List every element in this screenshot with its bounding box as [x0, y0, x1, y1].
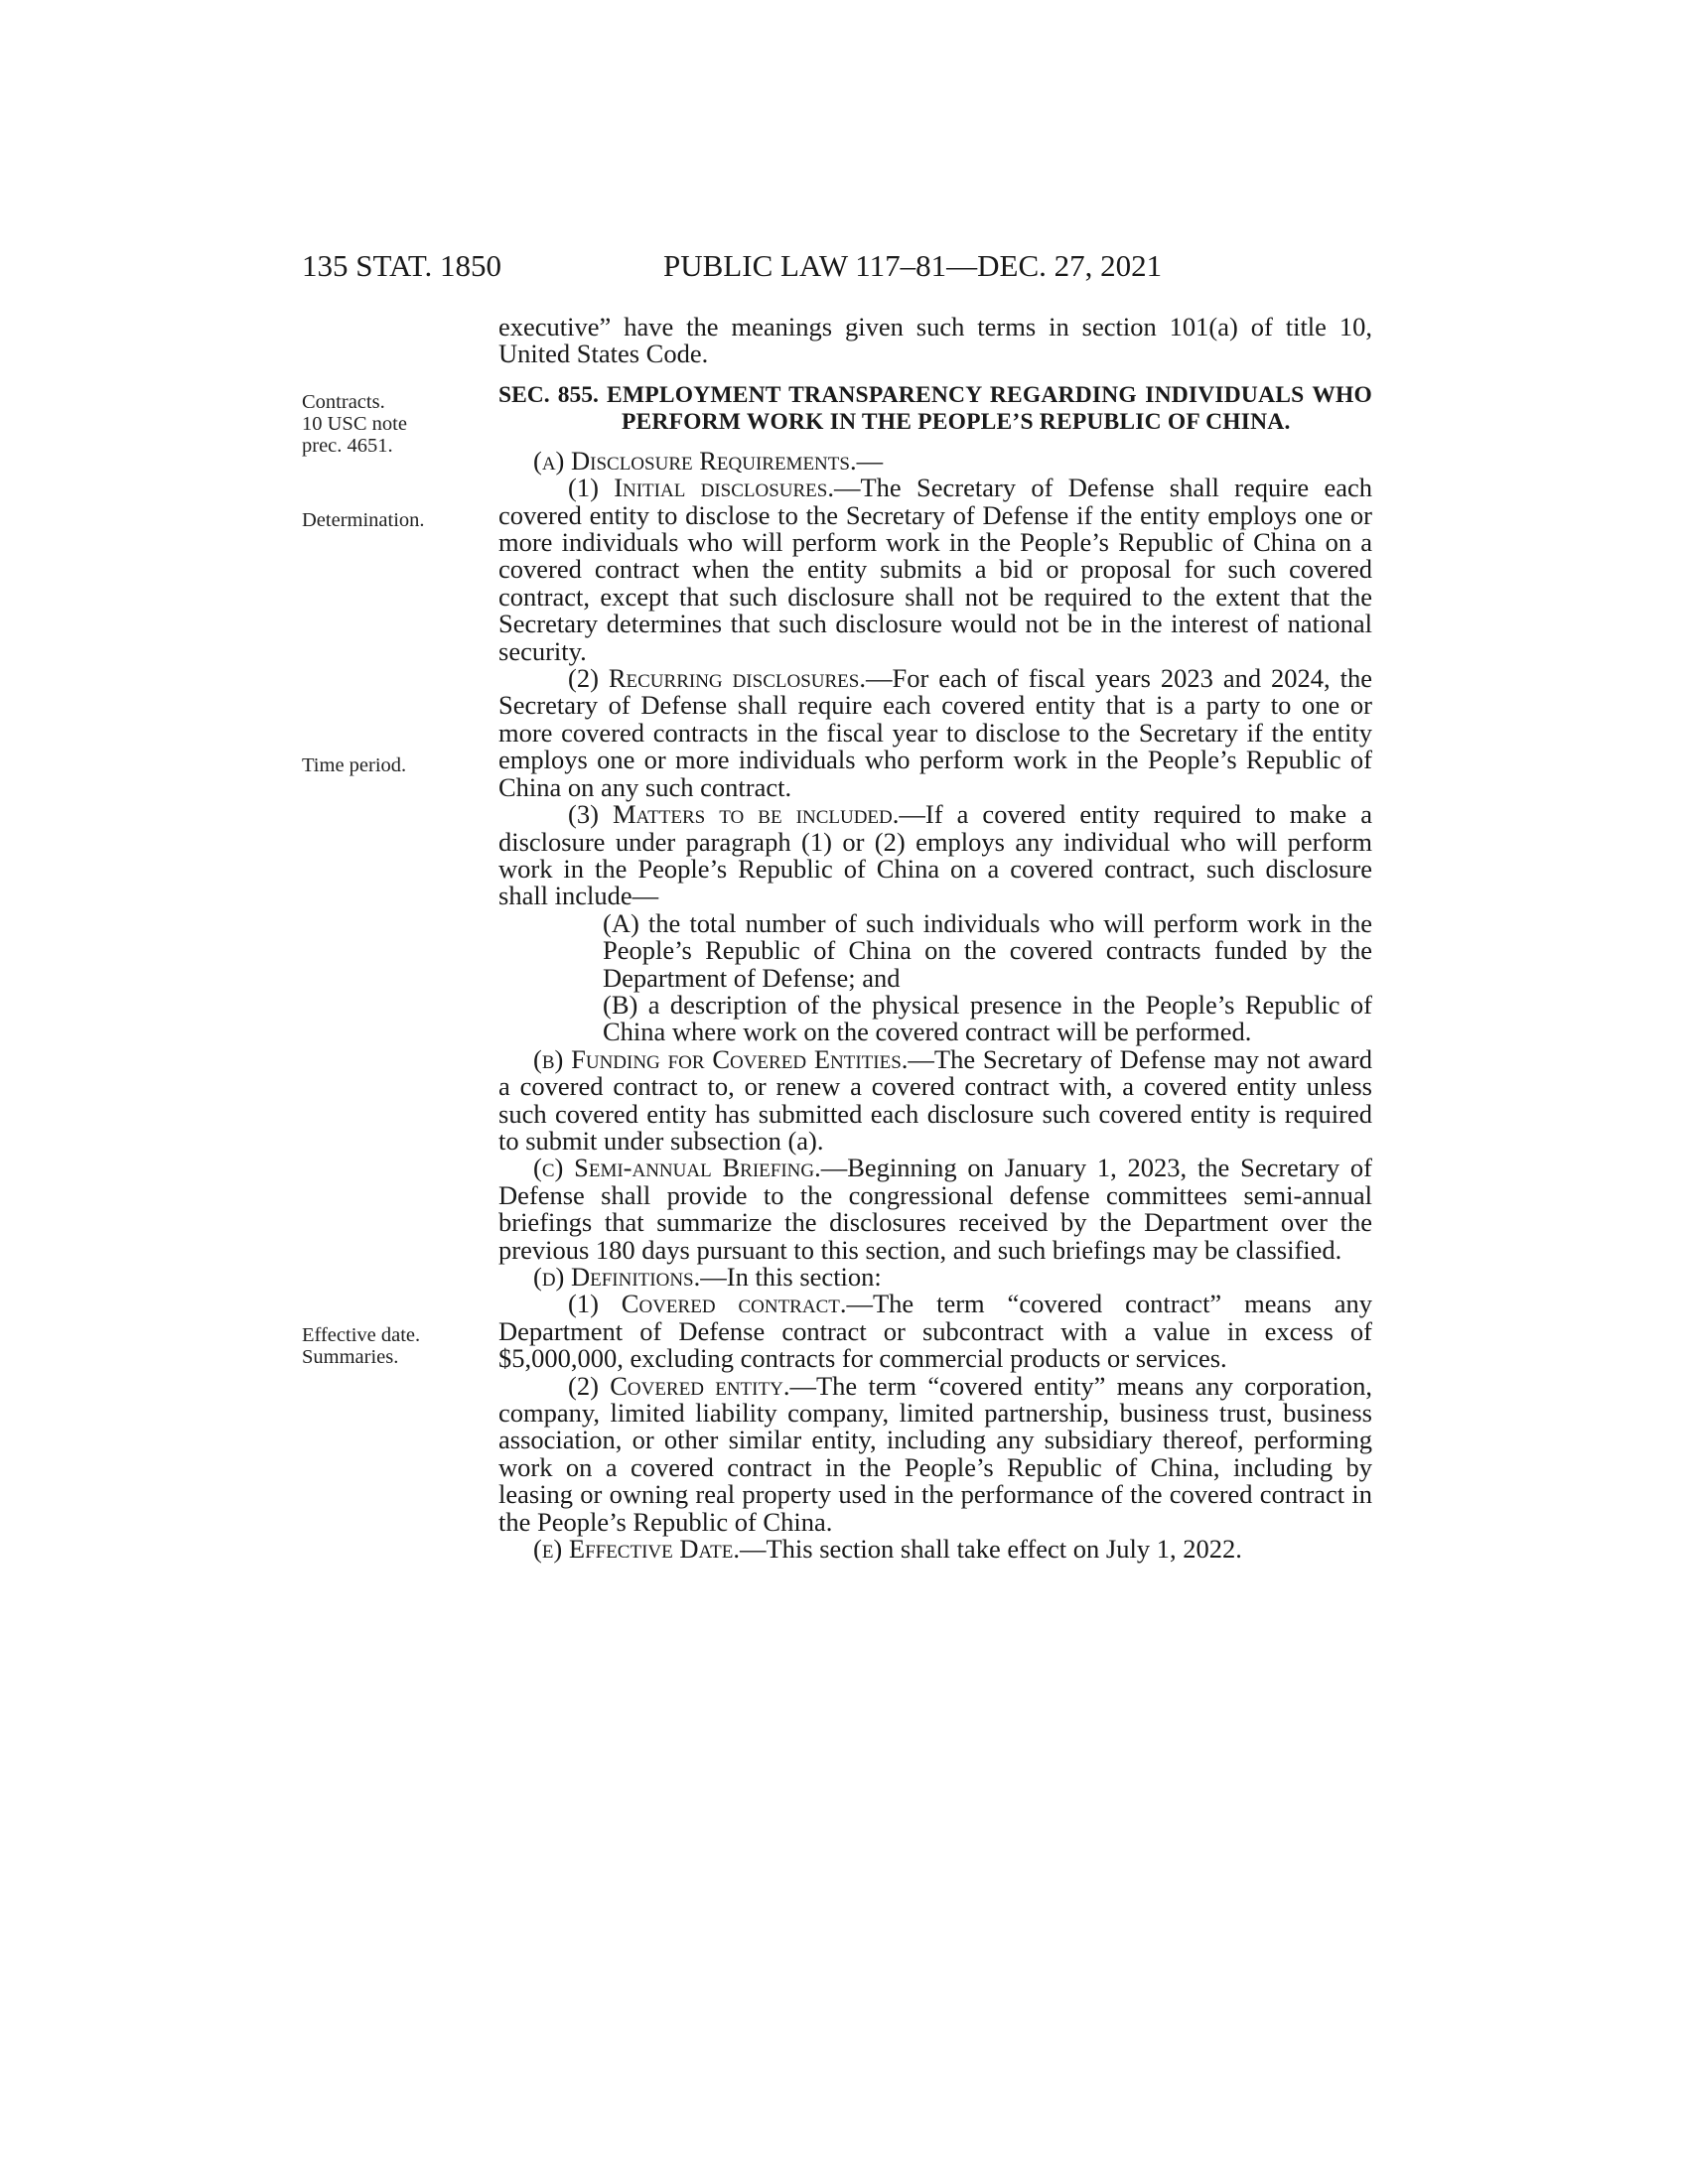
- margin-note-determination: Determination.: [302, 509, 425, 531]
- paragraph-a3-heading: (3) Matters to be included.—: [568, 799, 925, 830]
- paragraph-d2: [498, 1370, 1372, 1537]
- subsection-d-heading: (d) Definitions.—: [533, 1262, 727, 1292]
- paragraph-a1: [498, 475, 1372, 665]
- subsection-e: [498, 1536, 1372, 1563]
- statute-page-number: 135 STAT. 1850: [302, 248, 502, 283]
- paragraph-a3: [498, 801, 1372, 910]
- paragraph-a2-body: For each of fiscal years 2023 and 2024, the Secretary of Defense shall require each covered entity that is a party to one or more covered contracts in the fiscal year to disclose to the Secretary if the entity employs one or more individuals who perform work in the People’s Republic of China on any such contract.: [498, 663, 1372, 802]
- subsection-e-body: This section shall take effect on July 1, 2022.: [766, 1534, 1242, 1565]
- subsection-c: [498, 1155, 1372, 1264]
- paragraph-a2: [498, 665, 1372, 801]
- paragraph-d2-body: The term “covered entity” means any corporation, company, limited liability company, limited partnership, business trust, business association, or other similar entity, including any subsidiary thereof, performing work on a covered contract in the People’s Republic of China, including by leasing or owning real property used in the performance of the covered contract in the People’s Republic of China.: [498, 1370, 1372, 1537]
- subparagraph-a3B: (B) a description of the physical presence in the People’s Republic of China where work on the covered contract will be performed.: [603, 989, 1372, 1047]
- subsection-d: [498, 1264, 1372, 1291]
- page-header: [0, 248, 1688, 288]
- document-body: [498, 314, 1372, 1563]
- subsection-b-heading: (b) Funding for Covered Entities.—: [533, 1043, 934, 1074]
- paragraph-a1-heading: (1) Initial disclosures.—: [568, 473, 861, 503]
- paragraph-d2-heading: (2) Covered entity.—: [568, 1370, 816, 1401]
- public-law-citation: PUBLIC LAW 117–81—DEC. 27, 2021: [663, 248, 1163, 283]
- subparagraph-a3A: (A) the total number of such individuals who will perform work in the People’s Republic of China on the covered contracts funded by the Department of Defense; and: [603, 907, 1372, 993]
- paragraph-a2-heading: (2) Recurring disclosures.—: [568, 663, 893, 694]
- carryover-paragraph: executive” have the meanings given such terms in section 101(a) of title 10, United States Code.: [498, 312, 1372, 369]
- section-title: EMPLOYMENT TRANSPARENCY REGARDING INDIVIDUALS WHO PERFORM WORK IN THE PEOPLE’S REPUBLIC OF CHINA.: [607, 381, 1373, 435]
- paragraph-a3-body: If a covered entity required to make a disclosure under paragraph (1) or (2) employs any individual who will perform work in the People’s Republic of China on a covered contract, such disclosure shall include—: [498, 799, 1373, 911]
- paragraph-a1-body: The Secretary of Defense shall require each covered entity to disclose to the Secretary of Defense if the entity employs one or more individuals who will perform work in the People’s Republic of China on a covered contract when the entity submits a bid or proposal for such covered contract, except that such disclosure shall not be required to the extent that the Secretary determines that such disclosure would not be in the interest of national security.: [498, 473, 1372, 666]
- margin-note-time-period: Time period.: [302, 754, 407, 776]
- subsection-b: [498, 1043, 1372, 1156]
- section-heading: [498, 382, 1372, 436]
- subsection-c-heading: (c) Semi-annual Briefing.—: [533, 1153, 848, 1183]
- paragraph-d1: [498, 1291, 1372, 1372]
- paragraph-d1-body: The term “covered contract” means any Department of Defense contract or subcontract with a value in excess of $5,000,000, excluding contracts for commercial products or services.: [498, 1289, 1372, 1374]
- margin-note-effective-date: Effective date. Summaries.: [302, 1324, 421, 1368]
- subsection-b-body: The Secretary of Defense may not award a covered contract to, or renew a covered contract with, a covered entity unless such covered entity has submitted each disclosure such covered entity is required to submit under subsection (a).: [498, 1043, 1372, 1156]
- subsection-a-heading: (a) Disclosure Requirements.—: [533, 445, 884, 476]
- margin-note-contracts: Contracts. 10 USC note prec. 4651.: [302, 391, 407, 457]
- subsection-e-heading: (e) Effective Date.—: [533, 1534, 767, 1565]
- paragraph-d1-heading: (1) Covered contract.—: [568, 1289, 873, 1319]
- subsection-d-body: In this section:: [726, 1262, 882, 1292]
- section-label: SEC. 855.: [498, 381, 599, 408]
- subsection-c-body: Beginning on January 1, 2023, the Secretary of Defense shall provide to the congressional defense committees semi-annual briefings that summarize the disclosures received by the Department over the previous 180 days pursuant to this section, and such briefings may be classified.: [498, 1153, 1372, 1265]
